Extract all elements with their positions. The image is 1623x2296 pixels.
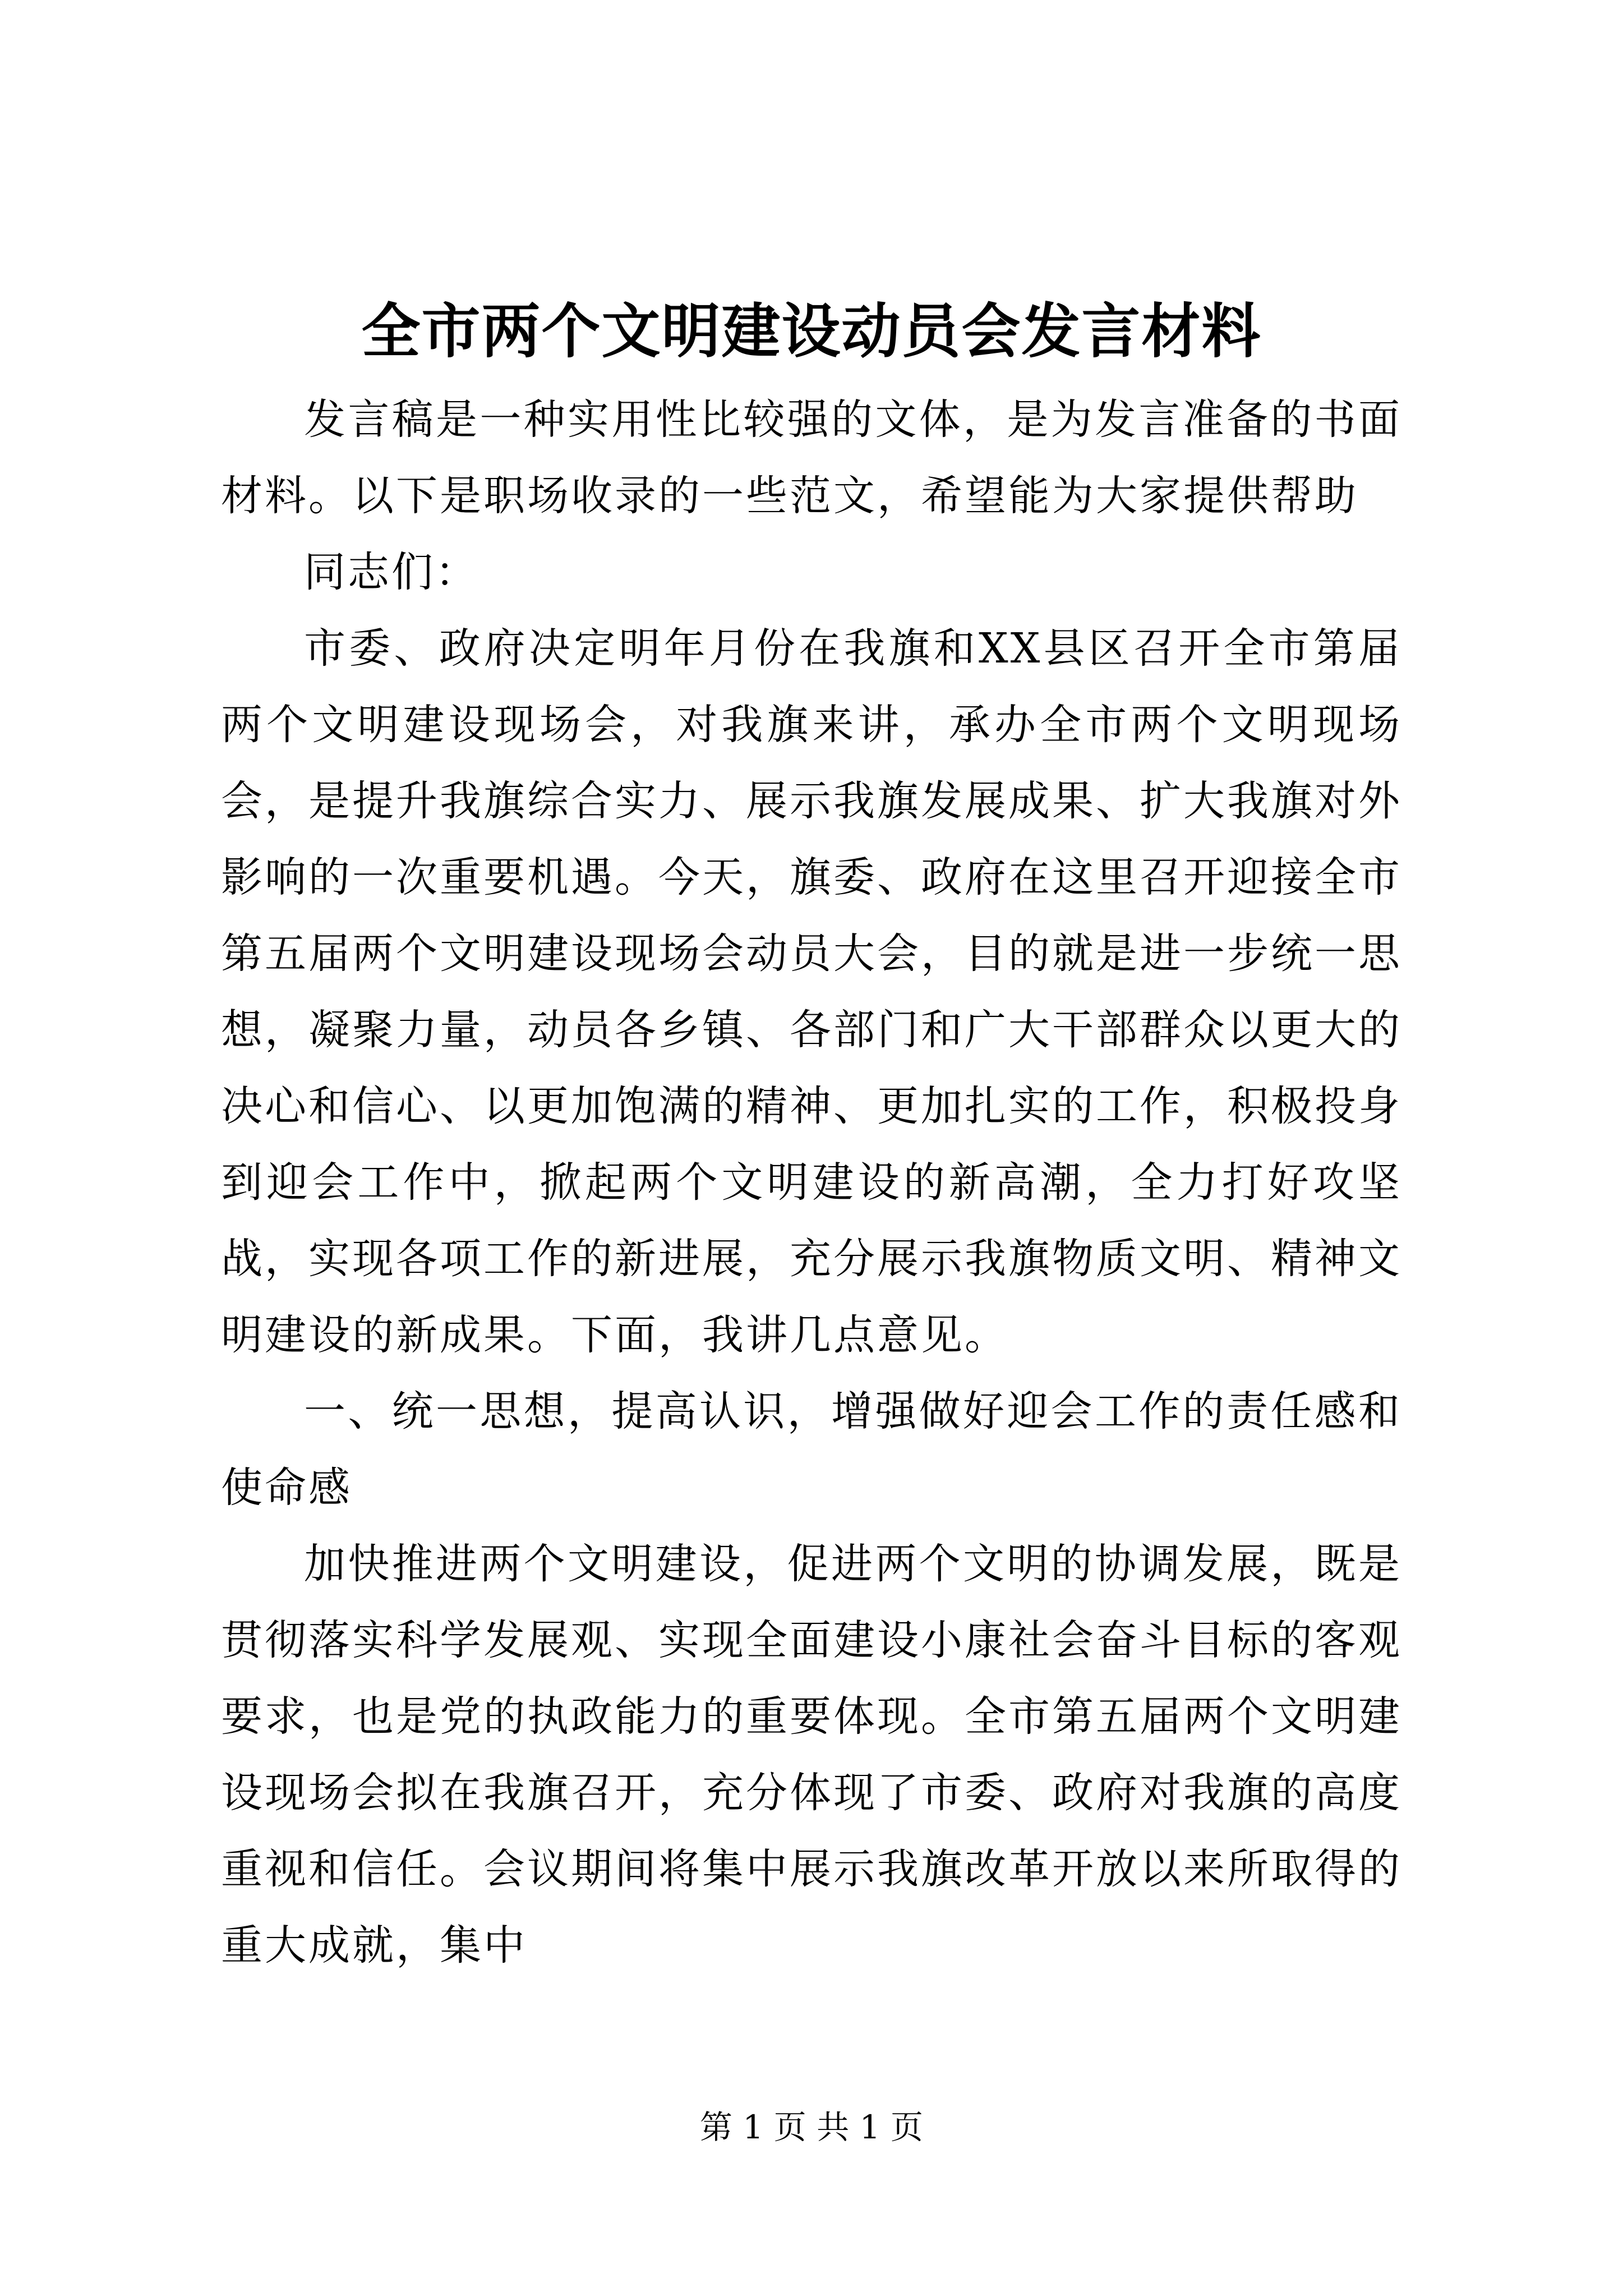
paragraph-opening: 市委、政府决定明年月份在我旗和XX县区召开全市第届两个文明建设现场会，对我旗来讲，承办全市两个文明现场会，是提升我旗综合实力、展示我旗发展成果、扩大我旗对外影响的一次重要机遇。今天，旗委、政府在这里召开迎接全市第五届两个文明建设现场会动员大会，目的就是进一步统一思想，凝聚力量，动员各乡镇、各部门和广大干部群众以更大的决心和信心、以更加饱满的精神、更加扎实的工作，积极投身到迎会工作中，掀起两个文明建设的新高潮，全力打好攻坚战，实现各项工作的新进展，充分展示我旗物质文明、精神文明建设的新成果。下面，我讲几点意见。	[221, 624, 1402, 1359]
paragraph-salutation: 同志们：	[304, 548, 479, 596]
paragraph-intro: 发言稿是一种实用性比较强的文体，是为发言准备的书面材料。以下是职场收录的一些范文，希望能为大家提供帮助	[221, 395, 1402, 520]
paragraph-section-1: 加快推进两个文明建设，促进两个文明的协调发展，既是贯彻落实科学发展观、实现全面建设小康社会奋斗目标的客观要求，也是党的执政能力的重要体现。全市第五届两个文明建设现场会拟在我旗召开，充分体现了市委、政府对我旗的高度重视和信任。会议期间将集中展示我旗改革开放以来所取得的重大成就，集中	[221, 1540, 1402, 1970]
document-title: 全市两个文明建设动员会发言材料	[361, 296, 1262, 366]
section-heading-1: 一、统一思想，提高认识，增强做好迎会工作的责任感和使命感	[221, 1387, 1402, 1512]
document-body	[221, 381, 1402, 1984]
page-footer: 第 1 页 共 1 页	[700, 2108, 923, 2146]
